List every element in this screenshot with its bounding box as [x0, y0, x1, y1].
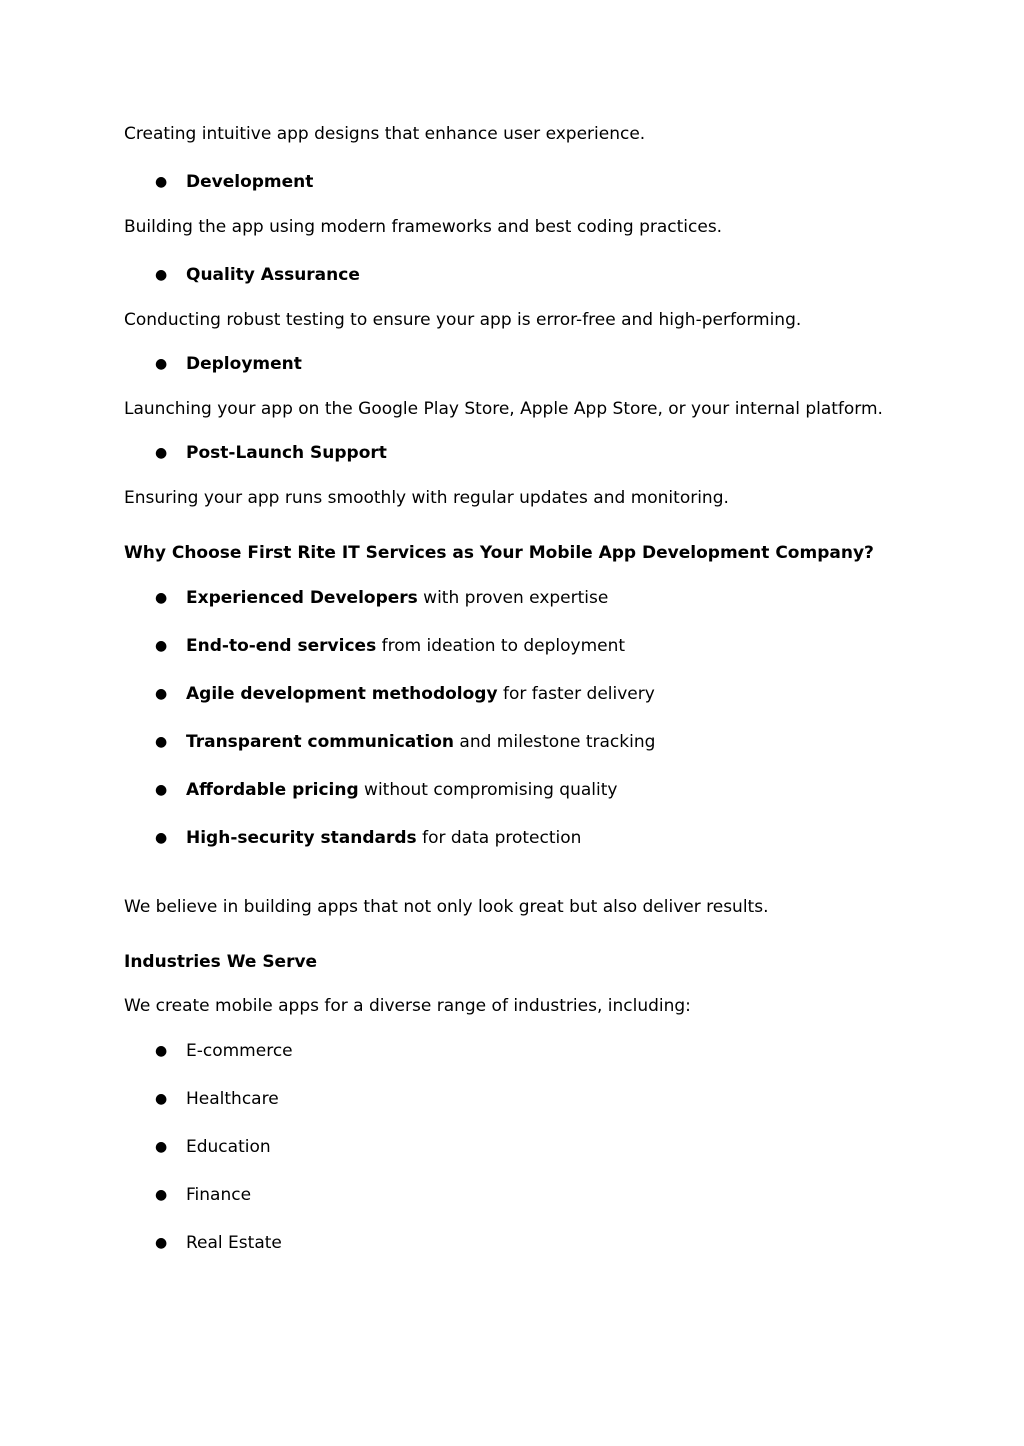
bullet-icon: ● — [155, 734, 168, 750]
list-item: Healthcare — [186, 1089, 279, 1109]
paragraph-design: Creating intuitive app designs that enhance user experience. — [124, 124, 646, 144]
list-item-text: for data protection — [416, 828, 582, 848]
bullet-icon: ● — [155, 590, 168, 606]
list-item — [186, 635, 625, 657]
step-title-quality-assurance: Quality Assurance — [186, 265, 360, 285]
bullet-icon: ● — [155, 1139, 168, 1155]
paragraph-closing: We believe in building apps that not only look great but also deliver results. — [124, 897, 769, 917]
list-item — [186, 779, 617, 801]
list-item-bold: Agile development methodology — [186, 684, 498, 704]
list-item-text: for faster delivery — [497, 684, 655, 704]
list-item-bold: End-to-end services — [186, 636, 377, 656]
heading-why-choose: Why Choose First Rite IT Services as Your Mobile App Development Company? — [124, 543, 874, 563]
bullet-icon: ● — [155, 174, 168, 190]
list-item — [186, 587, 608, 609]
bullet-icon: ● — [155, 267, 168, 283]
bullet-icon: ● — [155, 830, 168, 846]
list-item — [186, 827, 581, 849]
paragraph-post-launch-support: Ensuring your app runs smoothly with regular updates and monitoring. — [124, 488, 729, 508]
bullet-icon: ● — [155, 445, 168, 461]
list-item-bold: Affordable pricing — [186, 780, 359, 800]
list-item-bold: Transparent communication — [186, 732, 455, 752]
list-item-text: from ideation to deployment — [376, 636, 626, 656]
list-item — [186, 731, 655, 753]
list-item-text: with proven expertise — [417, 588, 609, 608]
heading-industries: Industries We Serve — [124, 952, 318, 972]
list-item: Education — [186, 1137, 271, 1157]
bullet-icon: ● — [155, 1187, 168, 1203]
paragraph-development: Building the app using modern frameworks and best coding practices. — [124, 217, 723, 237]
paragraph-quality-assurance: Conducting robust testing to ensure your app is error-free and high-performing. — [124, 310, 802, 330]
list-item-text: without compromising quality — [358, 780, 618, 800]
paragraph-deployment: Launching your app on the Google Play Store, Apple App Store, or your internal platform. — [124, 399, 883, 419]
bullet-icon: ● — [155, 356, 168, 372]
bullet-icon: ● — [155, 1091, 168, 1107]
bullet-icon: ● — [155, 782, 168, 798]
list-item-text: and milestone tracking — [454, 732, 656, 752]
step-title-deployment: Deployment — [186, 354, 302, 374]
step-title-development: Development — [186, 172, 314, 192]
paragraph-industries-intro: We create mobile apps for a diverse range of industries, including: — [124, 996, 691, 1016]
list-item-bold: High-security standards — [186, 828, 417, 848]
list-item: Finance — [186, 1185, 252, 1205]
bullet-icon: ● — [155, 686, 168, 702]
bullet-icon: ● — [155, 638, 168, 654]
bullet-icon: ● — [155, 1235, 168, 1251]
list-item: E-commerce — [186, 1041, 293, 1061]
bullet-icon: ● — [155, 1043, 168, 1059]
list-item — [186, 683, 655, 705]
list-item: Real Estate — [186, 1233, 282, 1253]
step-title-post-launch-support: Post-Launch Support — [186, 443, 387, 463]
list-item-bold: Experienced Developers — [186, 588, 418, 608]
